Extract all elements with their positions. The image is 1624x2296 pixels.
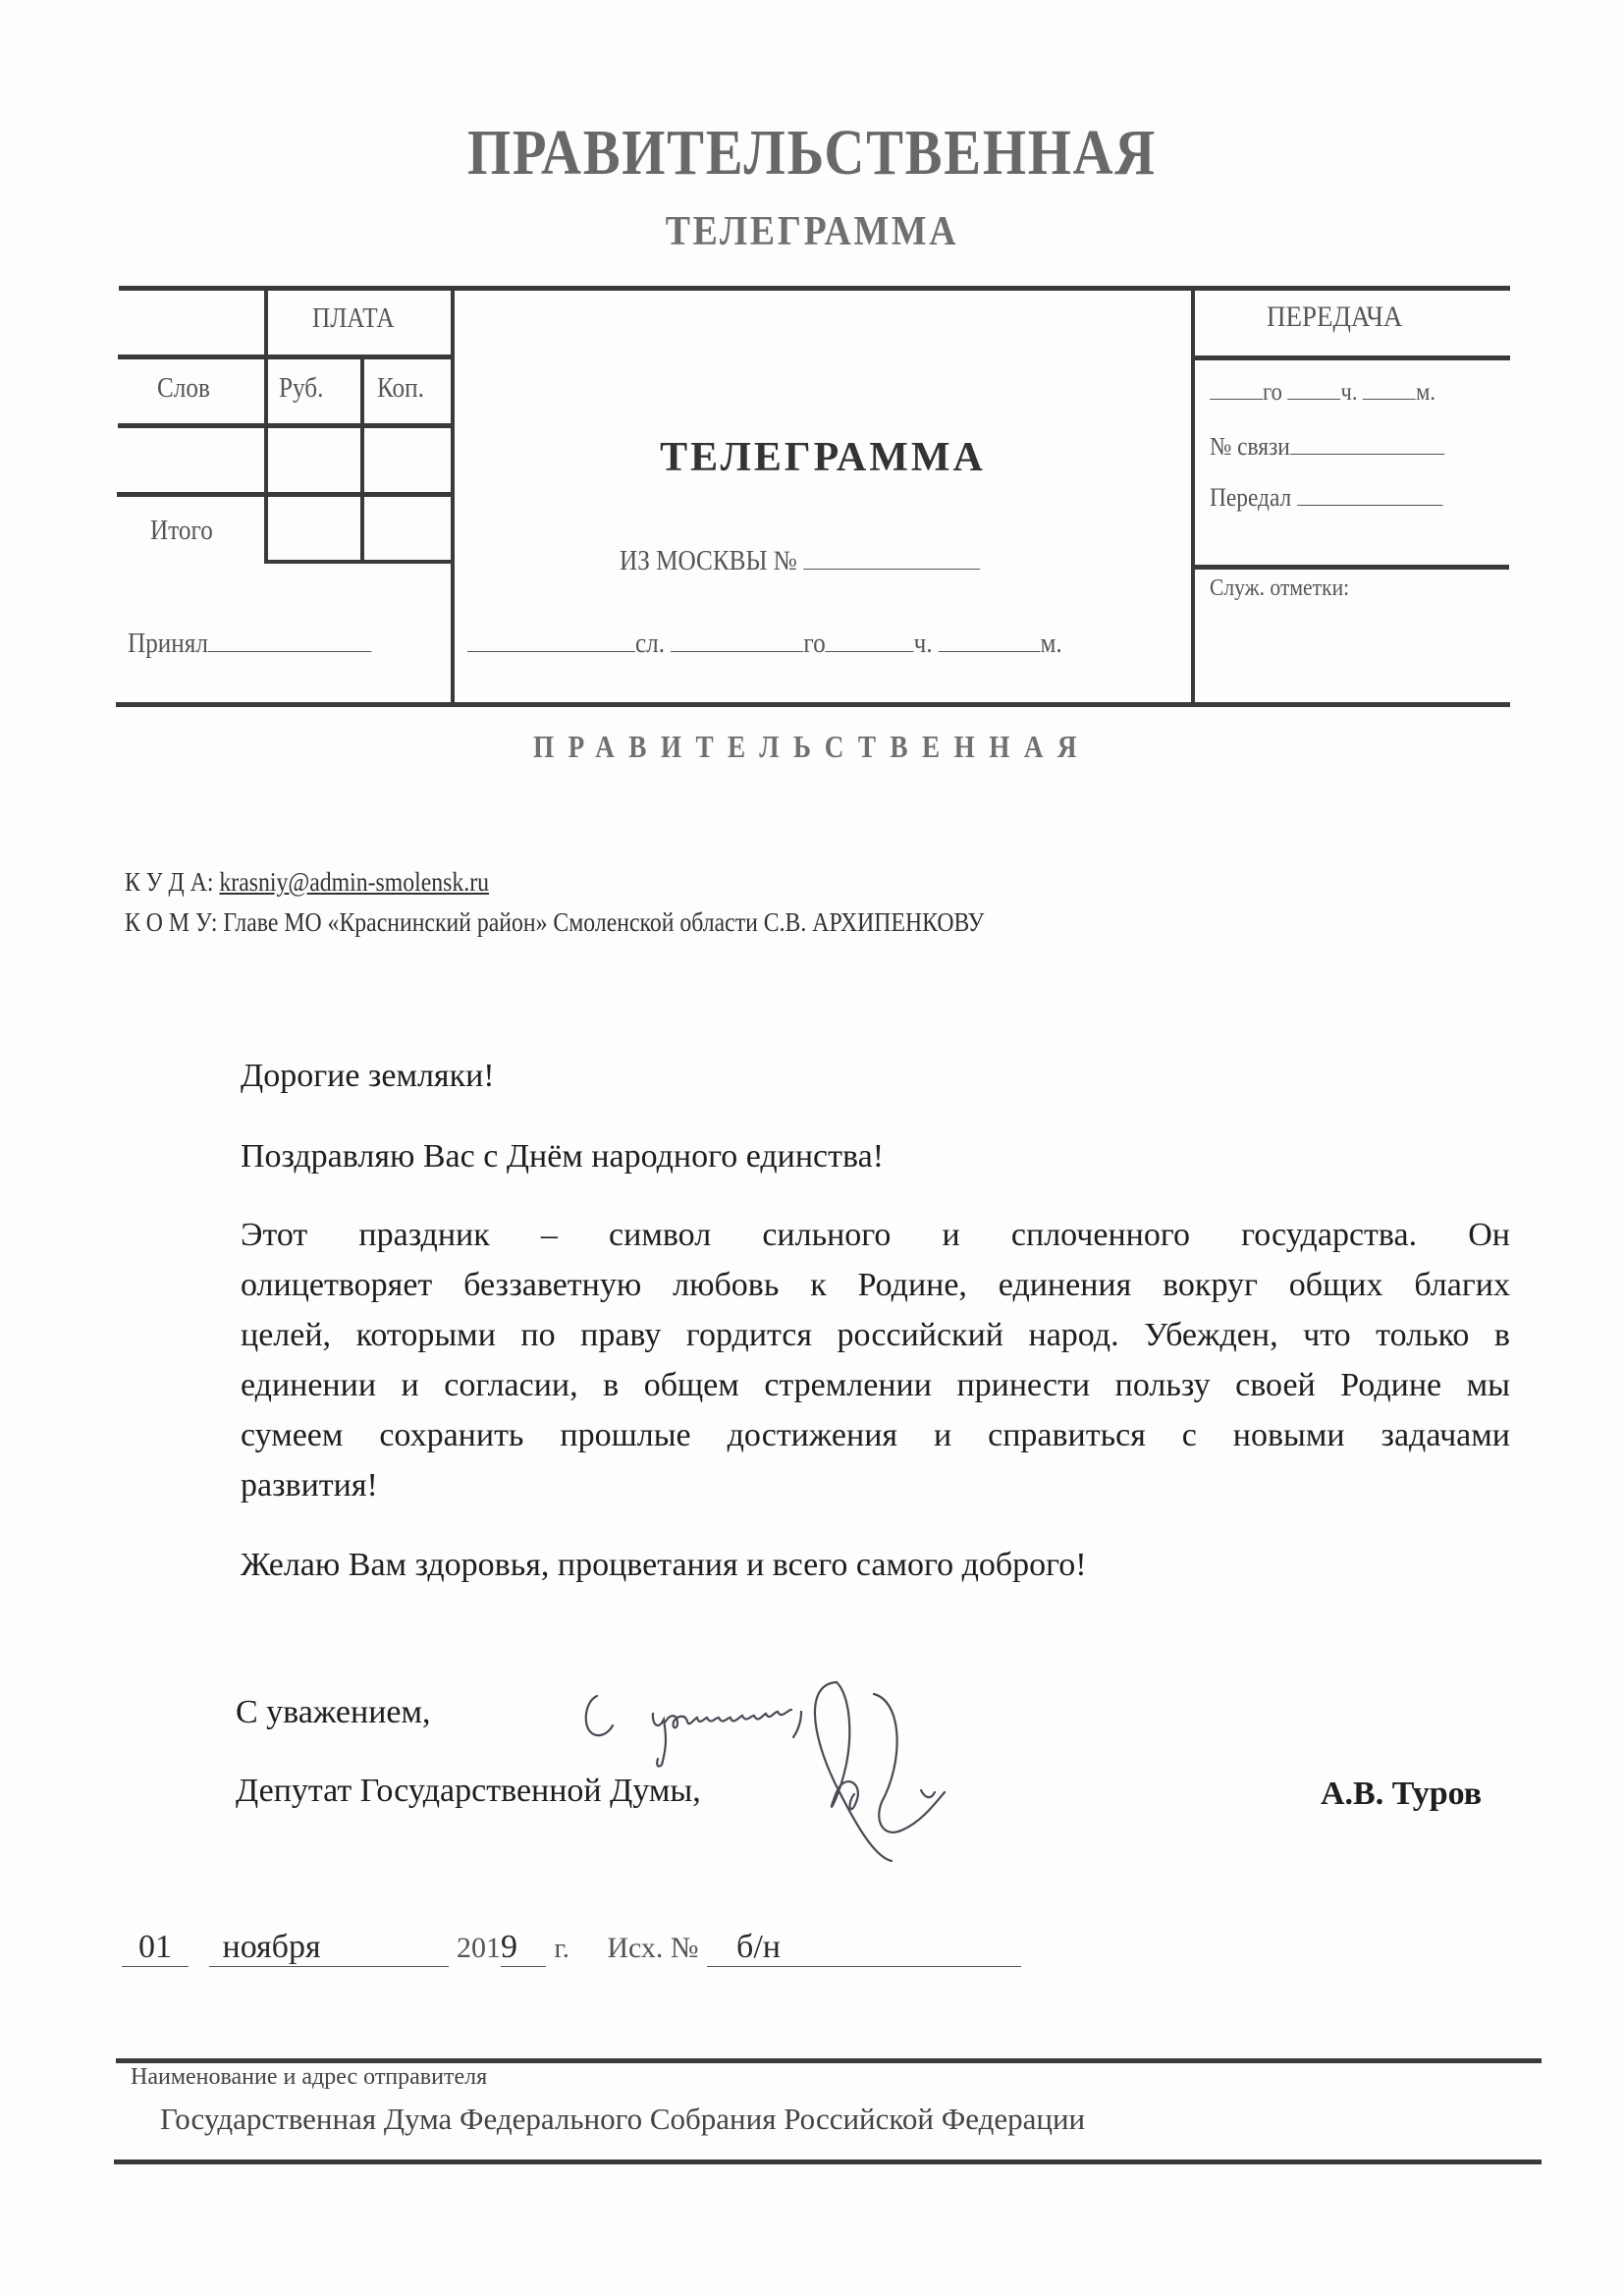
tx-minute-blank[interactable] — [1363, 399, 1416, 400]
accepted-label: Принял — [128, 629, 208, 659]
rub-label: Руб. — [279, 373, 324, 404]
to-line — [125, 867, 489, 898]
form-top-line — [119, 286, 1510, 291]
main-line-1: Этот праздник – символ сильного и сплоченного государства. Он — [241, 1217, 1510, 1253]
words-label: Слов — [157, 373, 210, 404]
left-row-line-1 — [118, 355, 453, 359]
total-label: Итого — [150, 516, 213, 546]
letter-body — [241, 1051, 1510, 1601]
main-line-4: единении и согласии, в общем стремлении принести пользу своей Родине мы — [241, 1367, 1510, 1403]
main-line-3: целей, которыми по праву гордится российский народ. Убежден, что только в — [241, 1317, 1510, 1353]
main-line-2: олицетворяет беззаветную любовь к Родине, единения вокруг общих благих — [241, 1267, 1510, 1303]
link-number-field[interactable] — [1210, 432, 1444, 462]
signer-position: Депутат Государственной Думы, — [236, 1773, 701, 1809]
center-hour-suffix: ч. — [913, 629, 933, 659]
service-notes-label: Служ. отметки: — [1210, 575, 1350, 601]
sent-by-label: Передал — [1210, 483, 1292, 512]
left-row-line-2 — [118, 423, 453, 428]
tx-hour-blank[interactable] — [1288, 399, 1341, 400]
form-footer-spaced-title: ПРАВИТЕЛЬСТВЕННАЯ — [532, 729, 1092, 764]
from-moscow-label: ИЗ МОСКВЫ № — [620, 546, 797, 576]
total-box-bottom — [264, 560, 453, 564]
transmission-header: ПЕРЕДАЧА — [1267, 301, 1403, 333]
date-day[interactable]: 01 — [122, 1929, 189, 1967]
main-line-5: сумеем сохранить прошлые достижения и справиться с новыми задачами — [241, 1417, 1510, 1453]
payment-header: ПЛАТА — [312, 303, 395, 334]
center-minute-suffix: м. — [1040, 629, 1062, 659]
words-count-blank[interactable] — [467, 651, 635, 652]
service-notes-line — [1193, 565, 1509, 570]
signature-drawing — [579, 1674, 1149, 1866]
link-number-blank[interactable] — [1290, 454, 1445, 455]
document-subtitle: ТЕЛЕГРАММА — [665, 209, 959, 254]
sent-by-field[interactable] — [1210, 483, 1443, 513]
date-year-unit: г. — [554, 1934, 569, 1964]
to-email-link[interactable]: krasniy@admin-smolensk.ru — [219, 867, 490, 897]
tx-day-blank[interactable] — [1210, 399, 1263, 400]
to-label: К У Д А: — [125, 867, 214, 897]
rub-kop-divider — [360, 357, 364, 563]
sender-top-line — [116, 2058, 1542, 2063]
center-title: ТЕЛЕГРАММА — [660, 435, 986, 480]
sender-name: Государственная Дума Федерального Собрания Российской Федерации — [160, 2102, 1086, 2136]
from-moscow-field[interactable] — [620, 546, 980, 577]
center-day-blank[interactable] — [671, 651, 803, 652]
tx-minute-suffix: м. — [1416, 379, 1435, 406]
transmission-datetime-field[interactable] — [1210, 379, 1435, 407]
sender-label: Наименование и адрес отправителя — [131, 2064, 488, 2090]
center-hour-blank[interactable] — [826, 651, 914, 652]
dateline — [122, 1929, 1021, 1967]
whom-value: Главе МО «Краснинский район» Смоленской области С.В. АРХИПЕНКОВУ — [223, 907, 985, 937]
center-day-suffix: го — [803, 629, 826, 659]
outgoing-number[interactable]: б/н — [707, 1929, 1021, 1967]
form-bottom-line — [116, 702, 1510, 707]
signer-name: А.В. Туров — [1321, 1776, 1483, 1812]
left-row-line-3 — [117, 492, 453, 497]
outgoing-label: Исх. № — [607, 1932, 699, 1964]
greeting: Дорогие земляки! — [241, 1058, 495, 1094]
transmission-header-line — [1193, 355, 1510, 360]
sender-bottom-line — [114, 2159, 1542, 2164]
date-month[interactable]: ноября — [209, 1929, 449, 1967]
from-moscow-blank[interactable] — [803, 569, 980, 570]
date-year-suffix[interactable]: 9 — [501, 1929, 546, 1967]
kop-label: Коп. — [377, 373, 424, 404]
document-title: ПРАВИТЕЛЬСТВЕННАЯ — [466, 117, 1158, 189]
main-line-6: развития! — [241, 1467, 378, 1503]
date-year-prefix: 201 — [457, 1932, 501, 1964]
wishes: Желаю Вам здоровья, процветания и всего самого доброго! — [241, 1547, 1087, 1583]
accepted-blank[interactable] — [208, 651, 372, 652]
handwritten-signature — [579, 1674, 1149, 1866]
link-number-label: № связи — [1210, 432, 1290, 461]
tx-day-suffix: го — [1263, 379, 1282, 406]
center-minute-blank[interactable] — [939, 651, 1041, 652]
tx-hour-suffix: ч. — [1340, 379, 1358, 406]
sent-by-blank[interactable] — [1297, 505, 1443, 506]
whom-label: К О М У: — [125, 907, 218, 937]
congrats: Поздравляю Вас с Днём народного единства! — [241, 1138, 885, 1175]
words-suffix: сл. — [635, 629, 666, 659]
center-datetime-field[interactable] — [467, 629, 1062, 660]
accepted-field[interactable] — [128, 629, 371, 660]
center-right-border — [1191, 288, 1195, 704]
whom-line — [125, 907, 984, 938]
closing: С уважением, — [236, 1694, 431, 1730]
